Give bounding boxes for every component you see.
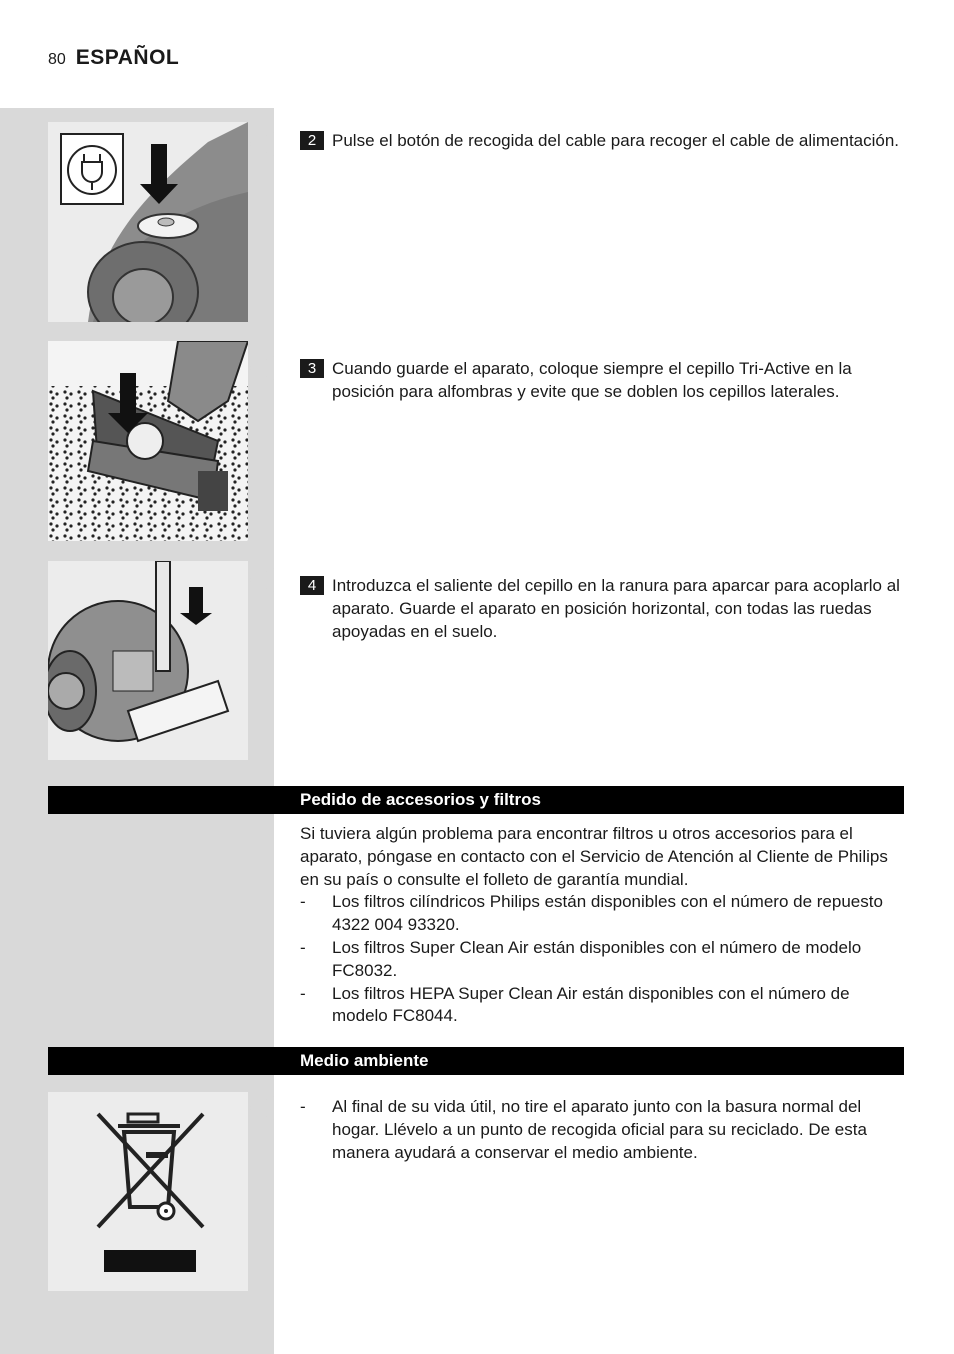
pointer-tab <box>248 132 274 156</box>
list-item <box>300 1096 906 1164</box>
accessories-intro: Si tuviera algún problema para encontrar filtros u otros accesorios para el aparato, póngase en contacto con el Servicio de Atención al Cliente de Philips en su país o consulte el folleto de garantía mundial. <box>300 824 888 889</box>
illustration-parking-position <box>48 561 248 760</box>
list-item-text: Los filtros Super Clean Air están disponibles con el número de modelo FC8032. <box>332 937 862 980</box>
bullet-dash: - <box>300 983 306 1003</box>
accessories-body <box>300 823 906 1028</box>
step-2 <box>300 129 904 152</box>
section-heading-accessories <box>48 786 904 814</box>
step-text: Introduzca el saliente del cepillo en la ranura para aparcar para acoplarlo al aparato. Guarde el aparato en posición horizontal, con todas las ruedas apoyadas en el suelo. <box>332 576 900 641</box>
list-item-text: Al final de su vida útil, no tire el aparato junto con la basura normal del hogar. Llévelo a un punto de recogida oficial para su reciclado. De esta manera ayudará a conservar el medio ambiente. <box>332 1097 867 1162</box>
step-3 <box>300 357 904 403</box>
list-item-text: Los filtros cilíndricos Philips están disponibles con el número de repuesto 4322 004 93320. <box>332 892 883 935</box>
bullet-dash: - <box>300 892 306 912</box>
list-item <box>300 937 906 983</box>
bullet-dash: - <box>300 1097 306 1116</box>
pointer-tab <box>248 568 274 592</box>
environment-body <box>300 1096 906 1164</box>
illustration-recycling <box>48 1092 248 1291</box>
arrow-down-icon <box>180 587 212 625</box>
step-number: 3 <box>300 359 324 378</box>
list-item <box>300 891 906 937</box>
illustration-brush-carpet <box>48 341 248 541</box>
illustration-cord-rewind <box>48 122 248 322</box>
step-number: 2 <box>300 131 324 150</box>
section-title: Pedido de accesorios y filtros <box>300 790 541 809</box>
language-heading: ESPAÑOL <box>75 46 180 69</box>
pointer-tab <box>248 1096 274 1120</box>
section-title: Medio ambiente <box>300 1051 429 1070</box>
pointer-tab <box>248 356 274 380</box>
step-4 <box>300 574 904 643</box>
step-text: Pulse el botón de recogida del cable para recoger el cable de alimentación. <box>332 131 900 150</box>
bullet-dash: - <box>300 937 306 957</box>
list-item <box>300 983 906 1029</box>
section-heading-environment <box>48 1047 904 1075</box>
step-number: 4 <box>300 576 324 595</box>
page-number: 80 <box>48 51 66 68</box>
crossed-bin-icon <box>48 1092 248 1291</box>
page-header <box>48 46 179 76</box>
step-text: Cuando guarde el aparato, coloque siempre el cepillo Tri-Active en la posición para alfombras y evite que se doblen los cepillos laterales. <box>332 359 852 401</box>
list-item-text: Los filtros HEPA Super Clean Air están disponibles con el número de modelo FC8044. <box>332 983 850 1026</box>
